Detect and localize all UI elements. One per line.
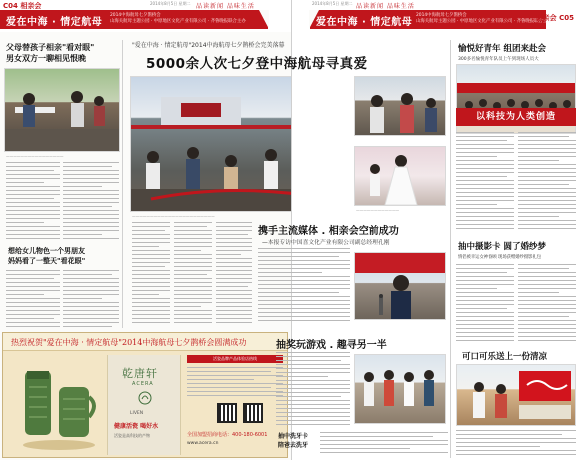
story1-headline xyxy=(6,42,94,64)
section-subtitle xyxy=(416,13,552,25)
ad-liven-text: LIVEN xyxy=(130,411,144,416)
section-title: 爱在中海 · 情定航母 xyxy=(316,17,413,28)
right-story2-headline: 抽中摄影卡 圆了婚纱梦 xyxy=(458,242,546,252)
section-subtitle xyxy=(110,13,246,25)
ad-banner xyxy=(3,333,288,351)
story3-subhead: —本报专访中国喜文化产业有限公司副总经理孔刚 xyxy=(262,240,390,246)
section-sub-line: 山海关航母主题公园 · 中原地区文化产业有限公司 · 齐鲁晚报联合主办 xyxy=(110,19,246,24)
story1-photo xyxy=(4,68,120,152)
date-line: 2014年8月5日 星期二 xyxy=(312,1,353,6)
masthead-slogan: 品读新闻 品味生活 xyxy=(356,3,415,10)
lead-headline: 5000余人次七夕登中海航母寻真爱 xyxy=(146,56,368,72)
right-story2-body-col2 xyxy=(518,264,576,344)
right-photo-1 xyxy=(354,76,446,136)
story-right-4-line: 抽中洗牙卡 xyxy=(278,433,309,440)
right-story3-body xyxy=(456,430,576,458)
right-story1-banner: 以科技为人类创造 xyxy=(456,108,576,126)
right-story1-body-col2 xyxy=(518,132,576,234)
ad-info-panel xyxy=(185,355,285,455)
column-divider xyxy=(450,40,451,458)
bottom-body xyxy=(320,432,448,458)
masthead-slogan: 品读新闻 品味生活 xyxy=(196,3,255,10)
cola-photo-art xyxy=(457,365,576,426)
section-band xyxy=(0,10,268,29)
ad-brand-en: ACERA xyxy=(132,381,154,387)
ad-slogan-sub: 活瓷是高科技的产物 xyxy=(114,433,150,438)
ad-banner-text: 热烈祝贺"爱在中海 · 情定航母"2014中海航母七夕鹊桥会圆满成功 xyxy=(11,338,247,347)
liven-logo-icon xyxy=(138,391,152,405)
speaker-photo-art xyxy=(355,253,446,320)
lead-body-col3 xyxy=(216,222,252,328)
right-photo-speaker xyxy=(354,252,446,320)
photo-caption: ———————————— xyxy=(356,208,400,212)
right-page-header xyxy=(292,0,580,32)
right-photo-2 xyxy=(354,146,446,206)
page-code: C04 相亲会 xyxy=(3,2,42,10)
story2-headline-line: 妈妈看了一整天"看花眼" xyxy=(8,257,86,265)
story2-body-col2 xyxy=(63,270,119,328)
ad-website[interactable]: www.acera.cn xyxy=(187,441,219,446)
story4-body xyxy=(276,352,350,428)
right-photo-2-art xyxy=(355,147,446,206)
lead-body-col1 xyxy=(132,222,170,328)
right-story3-photo xyxy=(456,364,576,426)
lead-kicker: "爱在中海 · 情定航母"2014中海航母七夕鹊桥会完美落幕 xyxy=(132,42,285,49)
left-page-header xyxy=(0,0,291,32)
story1-headline-line: 男女双方一聊相见恨晚 xyxy=(6,54,86,63)
qr-code-icon[interactable] xyxy=(243,403,263,423)
ad-brand-name: 乾唐轩 xyxy=(122,367,158,380)
right-story2-body-col1 xyxy=(456,264,514,344)
section-band xyxy=(310,10,552,29)
right-story1-headline: 愉悦好青年 组团来赴会 xyxy=(458,44,546,54)
lead-photo xyxy=(130,76,292,212)
right-photo-game xyxy=(354,354,446,424)
section-sub-line: 2014中海航母七夕鹊桥会 xyxy=(110,13,161,18)
section-title: 爱在中海 · 情定航母 xyxy=(6,17,103,28)
ad-brand-panel xyxy=(107,355,181,455)
story1-body-col2 xyxy=(63,162,119,242)
section-sub-line: 山海关航母主题公园 · 中原地区文化产业有限公司 · 齐鲁晚报联合主办 xyxy=(416,19,552,24)
ad-slogan: 健康活瓷 喝好水 xyxy=(114,423,159,430)
right-story2-sub: 情侣被幸运女神眷顾 现场获赠婚纱摄影礼包 xyxy=(458,255,542,260)
story1-body-col1 xyxy=(6,162,60,242)
ad-store-list xyxy=(187,367,283,401)
story1-headline-line: 父母替孩子相亲"看对眼" xyxy=(6,43,95,52)
story-right-4-line: 陪爸去洗牙 xyxy=(278,442,309,449)
story3-headline: 携手主流媒体 . 相亲会空前成功 xyxy=(258,226,399,237)
lead-photo-caption: ——————————————————————— xyxy=(132,214,215,218)
section-sub-line: 2014中海航母七夕鹊桥会 xyxy=(416,13,467,18)
qr-code-icon[interactable] xyxy=(217,403,237,423)
ad-hotline: 全国加盟招商电话：400-180-6001 xyxy=(187,432,268,438)
advertisement[interactable] xyxy=(2,332,288,458)
story-right-4-headline xyxy=(278,432,308,450)
story1-photo-art xyxy=(5,69,120,152)
page-code: 相亲会 C05 xyxy=(535,14,574,22)
band-cut xyxy=(259,10,269,29)
right-photo-1-art xyxy=(355,77,446,136)
jade-cups-image xyxy=(15,357,103,455)
photo-caption: ———————————————— xyxy=(6,154,64,158)
date-line: 2014年8月5日 星期二 xyxy=(150,1,191,6)
story2-headline xyxy=(8,246,85,266)
story2-headline-line: 想给女儿物色一个男朋友 xyxy=(8,247,85,255)
ad-info-title: 活瓷品牌产品体验店热线 xyxy=(187,355,283,363)
right-story1-body-col1 xyxy=(456,132,514,234)
game-photo-art xyxy=(355,355,446,424)
right-story3-headline: 可口可乐送上一份清凉 xyxy=(462,352,548,362)
lead-body-col2 xyxy=(174,222,212,328)
column-divider xyxy=(122,40,123,328)
lead-photo-art xyxy=(131,77,292,212)
right-story1-sub: 300多名愉悦青年队员上午到现场人员大 xyxy=(458,57,539,62)
story2-body-col1 xyxy=(6,270,60,328)
story4-headline: 抽奖玩游戏 . 趣寻另一半 xyxy=(276,340,387,351)
